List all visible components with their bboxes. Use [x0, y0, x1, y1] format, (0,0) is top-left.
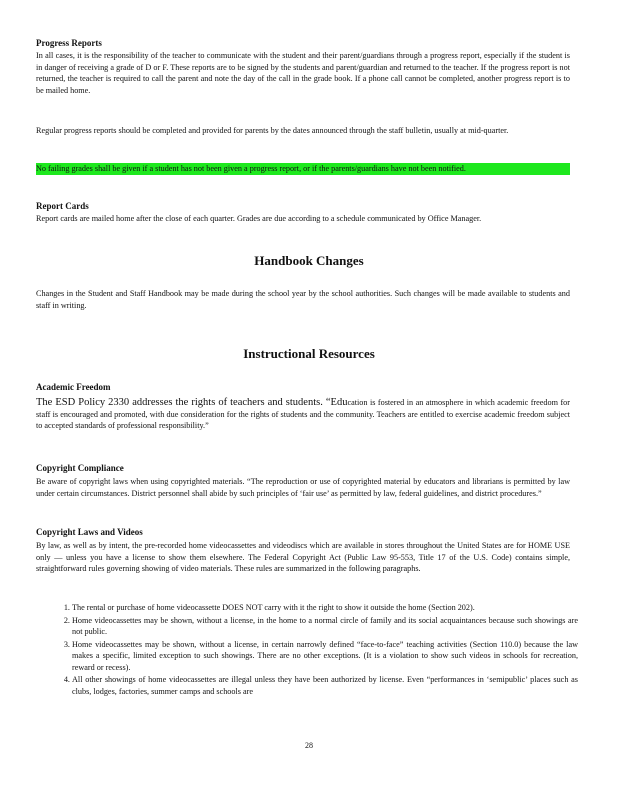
video-rules-list: [54, 602, 578, 698]
academic-freedom-lead: The ESD Policy 2330 addresses the rights of teachers and students. “Edu: [36, 397, 348, 408]
list-item: 3. Home videocassettes may be shown, without a license, in certain narrowly defined “face-to-face” teaching activities (Section 110.0) because the law makes a specific, limited exception to such showings. There are no other exceptions. (It is a violation to show such videos in schools for recreation, reward or recess).: [72, 639, 578, 674]
progress-reports-paragraph-1: In all cases, it is the responsibility of the teacher to communicate with the student and their parent/guardians through a progress report, especially if the student is in danger of receiving a grade of D or F. These reports are to be signed by the students and parent/guardian and returned to the teacher. If the progress report is not returned, the teacher is required to call the parent and note the day of the call in the grade book. If a phone call cannot be completed, another progress report is to be mailed home.: [36, 51, 570, 95]
handbook-changes-paragraph: Changes in the Student and Staff Handbook may be made during the school year by the school authorities. Such changes will be made available to students and staff in writing.: [36, 289, 570, 310]
report-cards-heading: Report Cards: [36, 201, 89, 211]
copyright-videos-heading: Copyright Laws and Videos: [36, 527, 143, 537]
progress-reports-heading: Progress Reports: [36, 38, 102, 48]
list-item: 4. All other showings of home videocassettes are illegal unless they have been authorized by license. Even “performances in ‘semipublic’ places such as clubs, lodges, factories, summer camps and schools are: [72, 674, 578, 697]
academic-freedom-paragraph: [36, 397, 570, 432]
instructional-resources-title: Instructional Resources: [243, 346, 375, 361]
copyright-compliance-heading: Copyright Compliance: [36, 463, 124, 473]
report-cards-paragraph: Report cards are mailed home after the close of each quarter. Grades are due according to a schedule communicated by Office Manager.: [36, 214, 482, 223]
progress-reports-paragraph-2: Regular progress reports should be completed and provided for parents by the dates announced through the staff bulletin, usually at mid-quarter.: [36, 126, 509, 135]
progress-reports-highlighted-paragraph: No failing grades shall be given if a student has not been given a progress report, or if the parents/guardians have not been notified.: [36, 163, 570, 175]
handbook-changes-title: Handbook Changes: [254, 253, 364, 268]
academic-freedom-body: cation is fostered in an atmosphere in which academic freedom for staff is encouraged and promoted, with due consideration for the rights of students and the community. Teachers are entitled to exercise academic freedom subject to accepted standards of professional responsibility.”: [36, 398, 570, 430]
academic-freedom-heading: Academic Freedom: [36, 382, 111, 392]
copyright-compliance-paragraph: Be aware of copyright laws when using copyrighted materials. “The reproduction or use of copyrighted material by educators and librarians is permitted by law under certain circumstances. District personnel shall abide by such principles of ‘fair use’ as permitted by law, federal guidelines, and district procedures.”: [36, 477, 570, 498]
list-item: 2. Home videocassettes may be shown, without a license, in the home to a normal circle of family and its social acquaintances because such showings are not public.: [72, 615, 578, 638]
list-item: 1. The rental or purchase of home videocassette DOES NOT carry with it the right to show it outside the home (Section 202).: [72, 602, 578, 614]
page-number: 28: [305, 741, 313, 750]
copyright-videos-paragraph: By law, as well as by intent, the pre-recorded home videocassettes and videodiscs which are available in stores throughout the United States are for HOME USE only — unless you have a license to show them elsewhere. The Federal Copyright Act (Public Law 95-553, Title 17 of the U.S. Code) contains simple, straightforward rules governing showing of video materials. These rules are summarized in the following paragraphs.: [36, 541, 570, 573]
